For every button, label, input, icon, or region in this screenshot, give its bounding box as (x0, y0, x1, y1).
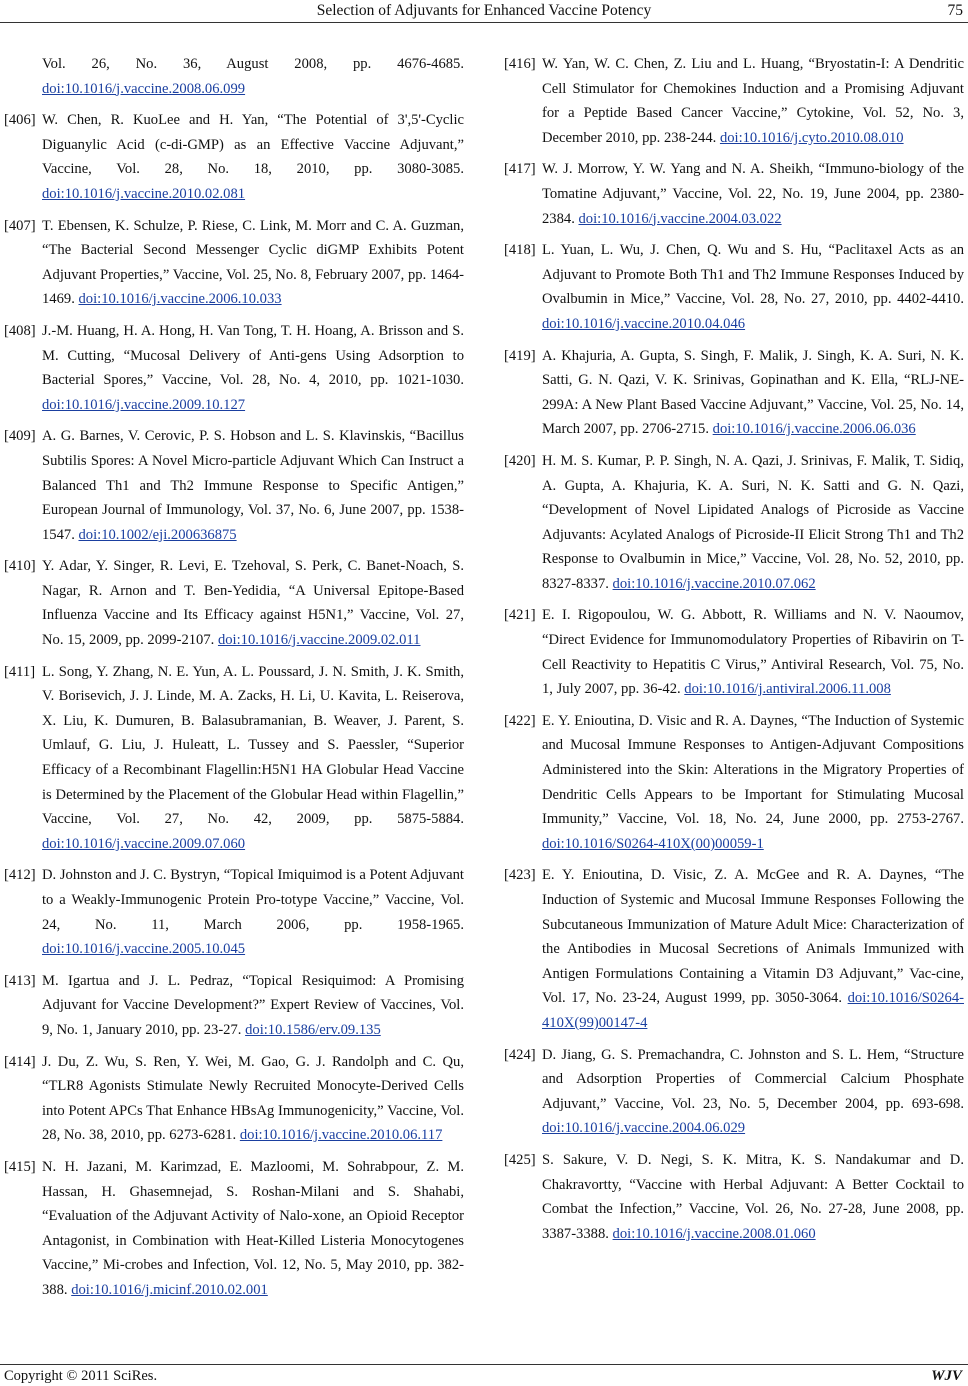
running-title: Selection of Adjuvants for Enhanced Vaccine Potency (316, 2, 652, 19)
reference-item (504, 344, 964, 442)
reference-text: A. G. Barnes, V. Cerovic, P. S. Hobson and L. S. Klavinskis, “Bacillus Subtilis Spores: A Novel Micro-particle Adjuvant Which Can Instruct a Balanced Th1 and Th2 Immune Response to Specific Antigen,” European Journal of Immunology, Vol. 37, No. 6, June 2007, pp. 1538-1547. (42, 428, 464, 543)
running-header (0, 0, 968, 22)
doi-link[interactable]: doi:10.1016/j.vaccine.2009.07.060 (42, 835, 246, 852)
reference-number: [409] (4, 428, 36, 445)
reference-item (4, 554, 464, 652)
doi-link[interactable]: doi:10.1016/j.vaccine.2004.03.022 (578, 210, 782, 227)
doi-link[interactable]: doi:10.1586/erv.09.135 (245, 1021, 381, 1038)
reference-text: L. Song, Y. Zhang, N. E. Yun, A. L. Poussard, J. N. Smith, J. K. Smith, V. Borisevich, J. J. Linde, M. A. Zacks, H. Li, U. Kavita, L. Reiserova, X. Liu, K. Dumuren, B. Balasubramanian, B. Weaver, J. Parent, S. Umlauf, G. Liu, J. Huleatt, L. Tussey and S. Paessler, “Superior Efficacy of a Recombinant Flagellin:H5N1 HA Globular Head Vaccine is Determined by the Placement of the Globular Head within Flagellin,” Vaccine, Vol. 27, No. 42, 2009, pp. 5875-5884. (42, 663, 464, 828)
doi-link[interactable]: doi:10.1016/j.vaccine.2006.10.033 (78, 291, 282, 308)
reference-text: H. M. S. Kumar, P. P. Singh, N. A. Qazi, J. Srinivas, F. Malik, T. Sidiq, A. Gupta, A. Khajuria, K. A. Suri, N. K. Satti and G. N. Qazi, “Development of Novel Lipidated Analogs of Picroside as Vaccine Adjuvants: Acylated Analogs of Picroside-II Elicit Strong Th1 and Th2 Response to Ovalbumin in Mice,” Vaccine, Vol. 28, No. 52, 2010, pp. 8327-8337. (542, 452, 964, 592)
reference-item (504, 157, 964, 231)
reference-item (4, 424, 464, 547)
reference-item (4, 108, 464, 206)
reference-number: [420] (504, 452, 536, 469)
doi-link[interactable]: doi:10.1016/j.vaccine.2009.10.127 (42, 396, 246, 413)
doi-link[interactable]: doi:10.1016/S0264-410X(99)00147-4 (542, 990, 964, 1031)
reference-text: D. Jiang, G. S. Premachandra, C. Johnston and S. L. Hem, “Structure and Adsorption Properties of Commercial Calcium Phosphate Adjuvant,” Vaccine, Vol. 23, No. 5, December 2004, pp. 693-698. (542, 1046, 964, 1112)
doi-link[interactable]: doi:10.1016/S0264-410X(00)00059-1 (542, 835, 764, 852)
copyright-notice: Copyright © 2011 SciRes. (4, 1368, 158, 1384)
reference-text: J.-M. Huang, H. A. Hong, H. Van Tong, T. H. Hoang, A. Brisson and S. M. Cutting, “Mucosal Delivery of Anti-gens Using Adsorption to Bacterial Spores,” Vaccine, Vol. 28, No. 4, 2010, pp. 1021-1030. (42, 322, 464, 389)
reference-number: [424] (504, 1046, 536, 1063)
reference-number: [421] (504, 607, 536, 624)
reference-item (4, 969, 464, 1043)
reference-text: W. J. Morrow, Y. W. Yang and N. A. Sheikh, “Immuno-biology of the Tomatine Adjuvant,” Vaccine, Vol. 22, No. 19, June 2004, pp. 2380-2384. (542, 161, 964, 227)
reference-text: E. Y. Enioutina, D. Visic and R. A. Daynes, “The Induction of Systemic and Mucosal Immune Responses to Antigen-Adjuvant Compositions Administered into the Skin: Alterations in the Migratory Properties of Dendritic Cells Appears to be Important for Stimulating Mucosal Immunity,” Vaccine, Vol. 18, No. 24, June 2000, pp. 2753-2767. (542, 712, 964, 828)
doi-link[interactable]: doi:10.1016/j.vaccine.2010.04.046 (542, 315, 746, 332)
reference-item (504, 1148, 964, 1246)
reference-text: D. Johnston and J. C. Bystryn, “Topical Imiquimod is a Potent Adjuvant to a Weakly-Immunogenic Protein Pro-totype Vaccine,” Vaccine, Vol. 24, No. 11, March 2006, pp. 1958-1965. (42, 867, 464, 933)
reference-item (504, 709, 964, 857)
reference-item (4, 1050, 464, 1148)
doi-link[interactable]: doi:10.1016/j.vaccine.2010.02.081 (42, 185, 246, 202)
reference-number: [422] (504, 712, 536, 729)
reference-number: [406] (4, 112, 36, 129)
reference-item (504, 52, 964, 150)
reference-text: N. H. Jazani, M. Karimzad, E. Mazloomi, M. Sohrabpour, Z. M. Hassan, H. Ghasemnejad, S. Roshan-Milani and S. Shahabi, “Evaluation of the Adjuvant Activity of Nalo-xone, an Opioid Receptor Antagonist, in Combination with Heat-Killed Listeria Monocytogenes Vaccine,” Mi-crobes and Infection, Vol. 12, No. 5, May 2010, pp. 382-388. (42, 1158, 464, 1298)
reference-text: T. Ebensen, K. Schulze, P. Riese, C. Link, M. Morr and C. A. Guzman, “The Bacterial Second Messenger Cyclic diGMP Exhibits Potent Adjuvant Properties,” Vaccine, Vol. 25, No. 8, February 2007, pp. 1464-1469. (42, 217, 464, 308)
reference-item (504, 603, 964, 701)
reference-text: Vol. 26, No. 36, August 2008, pp. 4676-4685. (42, 56, 464, 72)
reference-item (504, 449, 964, 597)
reference-item (4, 863, 464, 961)
doi-link[interactable]: doi:10.1016/j.micinf.2010.02.001 (71, 1281, 268, 1298)
doi-link[interactable]: doi:10.1016/j.vaccine.2006.06.036 (712, 421, 916, 438)
reference-text: J. Du, Z. Wu, S. Ren, Y. Wei, M. Gao, G. J. Randolph and C. Qu, “TLR8 Agonists Stimulate Newly Recruited Monocyte-Derived Cells into Potent APCs That Enhance HBsAg Immunogenicity,” Vaccine, Vol. 28, No. 38, 2010, pp. 6273-6281. (42, 1053, 464, 1144)
reference-text: L. Yuan, L. Wu, J. Chen, Q. Wu and S. Hu, “Paclitaxel Acts as an Adjuvant to Promote Both Th1 and Th2 Immune Responses Induced by Ovalbumin in Mice,” Vaccine, Vol. 28, No. 27, 2010, pp. 4402-4410. (542, 242, 964, 308)
reference-column-right (504, 52, 964, 1253)
doi-link[interactable]: doi:10.1016/j.vaccine.2008.01.060 (612, 1225, 816, 1242)
reference-item (4, 660, 464, 857)
reference-item (4, 52, 464, 101)
doi-link[interactable]: doi:10.1002/eji.200636875 (78, 526, 237, 543)
reference-item (4, 319, 464, 417)
reference-text: E. Y. Enioutina, D. Visic, Z. A. McGee and R. A. Daynes, “The Induction of Systemic and Mucosal Immune Responses Following the Subcutaneous Immunization of Mature Adult Mice: Characterization of the Antibodies in Mucosal Secretions of Animals Immunized with Antigen Formulations Containing a Vitamin D3 Adjuvant,” Vac-cine, Vol. 17, No. 23-24, August 1999, pp. 3050-3064. (542, 867, 964, 1007)
doi-link[interactable]: doi:10.1016/j.vaccine.2008.06.099 (42, 80, 246, 97)
reference-text: M. Igartua and J. L. Pedraz, “Topical Resiquimod: A Promising Adjuvant for Vaccine Development?” Expert Review of Vaccines, Vol. 9, No. 1, January 2010, pp. 23-27. (42, 972, 464, 1038)
reference-item (504, 863, 964, 1035)
reference-number: [414] (4, 1053, 36, 1070)
reference-number: [425] (504, 1151, 536, 1168)
page-footer (0, 1364, 968, 1386)
reference-text: E. I. Rigopoulou, W. G. Abbott, R. Williams and N. V. Naoumov, “Direct Evidence for Immunomodulatory Properties of Ribavirin on T-Cell Reactivity to Hepatitis C Virus,” Antiviral Research, Vol. 75, No. 1, July 2007, pp. 36-42. (542, 607, 964, 698)
reference-text: W. Chen, R. KuoLee and H. Yan, “The Potential of 3',5'-Cyclic Diguanylic Acid (c-di-GMP) as an Effective Vaccine Adjuvant,” Vaccine, Vol. 28, No. 18, 2010, pp. 3080-3085. (42, 112, 464, 178)
footer-rule (0, 1364, 968, 1365)
reference-text: A. Khajuria, A. Gupta, S. Singh, F. Malik, J. Singh, K. A. Suri, N. K. Satti, G. N. Qazi, V. K. Srinivas, Gopinathan and K. Ella, “RLJ-NE-299A: A New Plant Based Vaccine Adjuvant,” Vaccine, Vol. 25, No. 14, March 2007, pp. 2706-2715. (542, 347, 964, 438)
doi-link[interactable]: doi:10.1016/j.vaccine.2004.06.029 (542, 1120, 746, 1137)
doi-link[interactable]: doi:10.1016/j.vaccine.2010.06.117 (239, 1127, 443, 1144)
reference-number: [416] (504, 56, 536, 72)
reference-item (4, 214, 464, 312)
reference-text: W. Yan, W. C. Chen, Z. Liu and L. Huang, “Bryostatin-I: A Dendritic Cell Stimulator for Chemokines Induction and a Promising Adjuvant for a Peptide Based Cancer Vaccine,” Cytokine, Vol. 52, No. 3, December 2010, pp. 238-244. (542, 56, 964, 146)
reference-number: [412] (4, 867, 36, 884)
doi-link[interactable]: doi:10.1016/j.cyto.2010.08.010 (719, 129, 904, 146)
reference-number: [413] (4, 972, 36, 989)
reference-item (504, 238, 964, 336)
reference-column-left (4, 52, 464, 1310)
reference-item (4, 1155, 464, 1303)
page-number: 75 (947, 2, 963, 19)
reference-number: [408] (4, 322, 36, 339)
reference-number: [410] (4, 558, 36, 575)
doi-link[interactable]: doi:10.1016/j.vaccine.2005.10.045 (42, 941, 246, 958)
doi-link[interactable]: doi:10.1016/j.vaccine.2010.07.062 (612, 575, 816, 592)
reference-text: Y. Adar, Y. Singer, R. Levi, E. Tzehoval, S. Perk, C. Banet-Noach, S. Nagar, R. Arnon and T. Ben-Yedidia, “A Universal Epitope-Based Influenza Vaccine and Its Efficacy against H5N1,” Vaccine, Vol. 27, No. 15, 2009, pp. 2099-2107. (42, 558, 464, 649)
header-rule (0, 22, 968, 23)
reference-number: [423] (504, 867, 536, 884)
doi-link[interactable]: doi:10.1016/j.vaccine.2009.02.011 (217, 632, 421, 649)
journal-abbreviation: WJV (931, 1368, 962, 1384)
reference-item (504, 1043, 964, 1141)
reference-number: [411] (4, 663, 36, 680)
reference-number: [419] (504, 347, 536, 364)
reference-number: [415] (4, 1158, 36, 1175)
reference-number: [407] (4, 217, 36, 234)
reference-text: S. Sakure, V. D. Negi, S. K. Mitra, K. S. Nandakumar and D. Chakravortty, “Vaccine with Herbal Adjuvant: A Better Cocktail to Combat the Infection,” Vaccine, Vol. 26, No. 27-28, June 2008, pp. 3387-3388. (542, 1151, 964, 1242)
reference-number: [417] (504, 161, 536, 178)
doi-link[interactable]: doi:10.1016/j.antiviral.2006.11.008 (684, 681, 891, 698)
reference-number: [418] (504, 242, 536, 259)
